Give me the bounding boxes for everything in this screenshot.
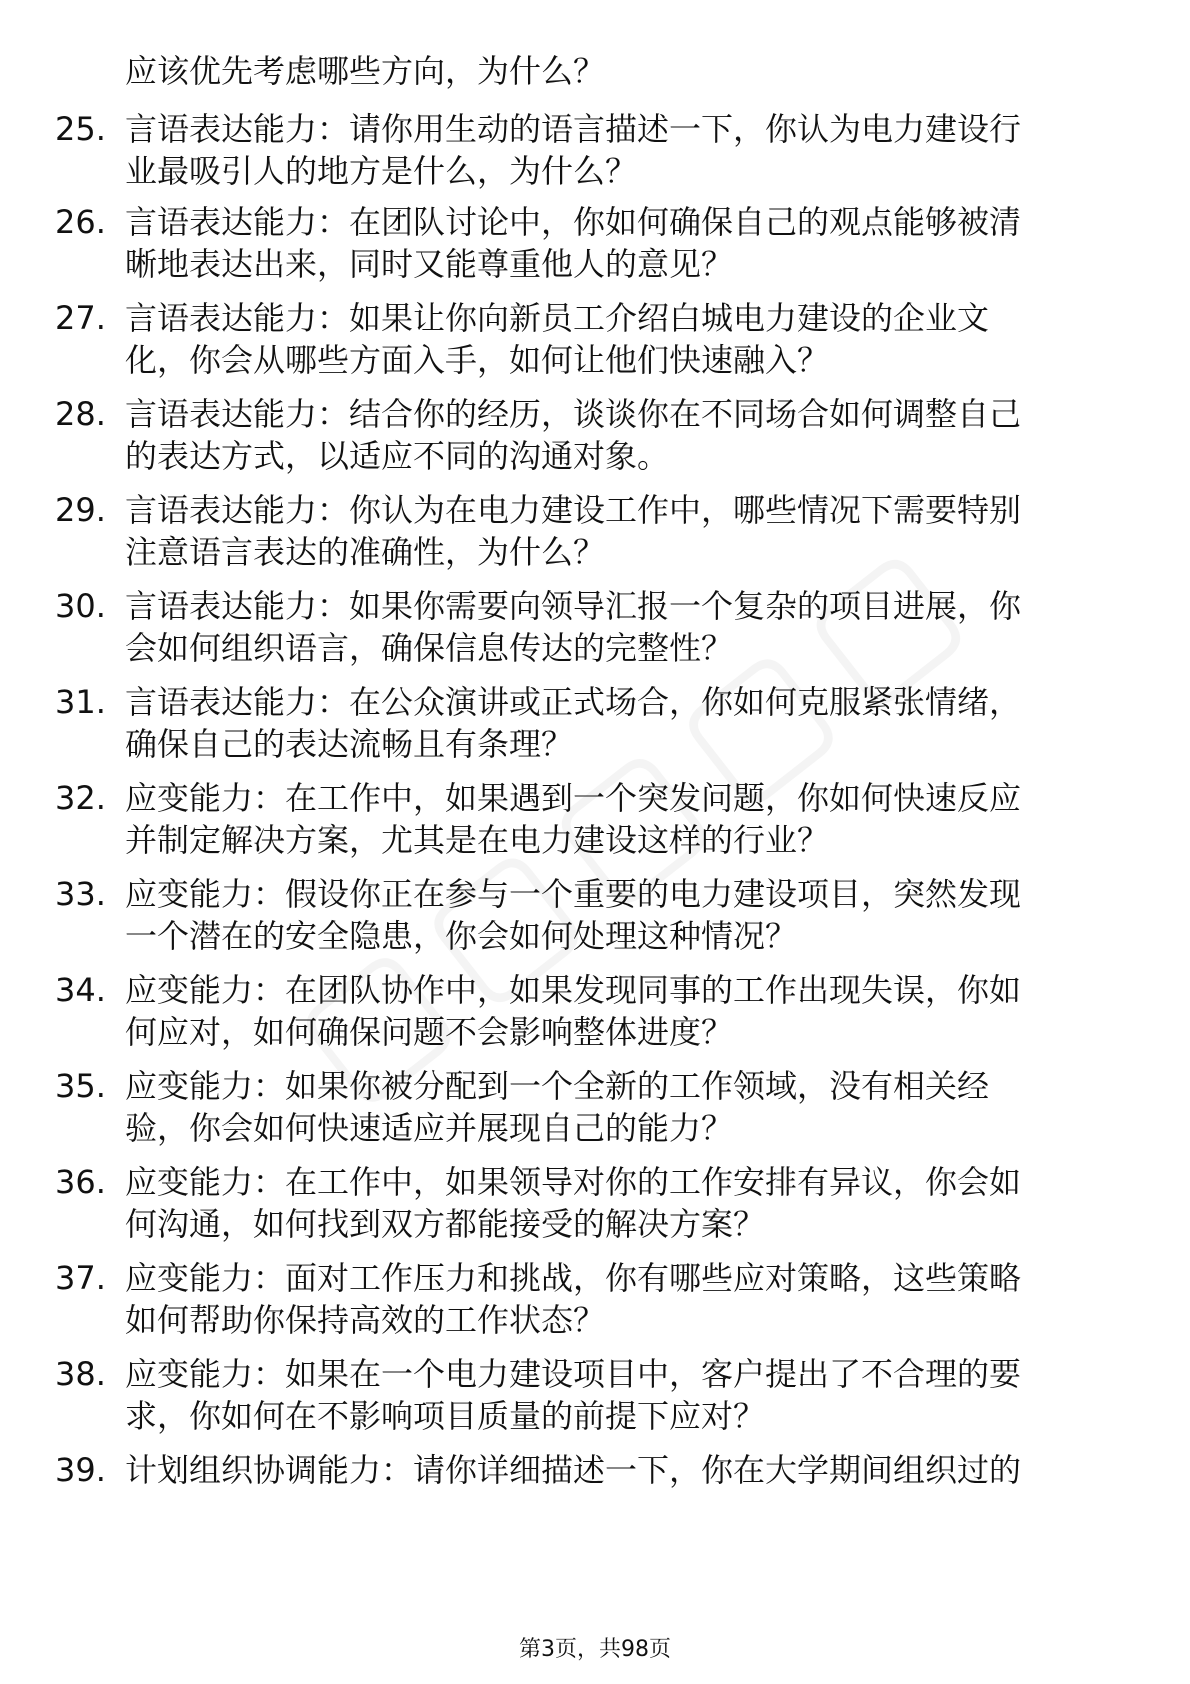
question-number: 36. xyxy=(55,1163,106,1201)
question-line: 晰地表达出来，同时又能尊重他人的意见？ xyxy=(125,245,734,283)
question-line: 化，你会从哪些方面入手，如何让他们快速融入？ xyxy=(125,341,830,379)
question-line: 言语表达能力：你认为在电力建设工作中，哪些情况下需要特别 xyxy=(125,491,1022,529)
continuation-text: 应该优先考虑哪些方向，为什么？ xyxy=(125,52,606,90)
question-number: 31. xyxy=(55,683,106,721)
question-number: 33. xyxy=(55,875,106,913)
question-line: 的表达方式，以适应不同的沟通对象。 xyxy=(125,437,670,475)
question-number: 35. xyxy=(55,1067,106,1105)
question-number: 30. xyxy=(55,587,106,625)
question-text xyxy=(125,873,1110,957)
question-text xyxy=(125,108,1110,192)
question-text xyxy=(125,1257,1110,1341)
question-text xyxy=(125,1065,1110,1149)
question-number: 29. xyxy=(55,491,106,529)
question-text xyxy=(125,777,1110,861)
question-line: 求，你如何在不影响项目质量的前提下应对？ xyxy=(125,1397,766,1435)
question-line: 应变能力：在工作中，如果领导对你的工作安排有异议，你会如 xyxy=(125,1163,1022,1201)
question-number: 32. xyxy=(55,779,106,817)
question-text xyxy=(125,585,1110,669)
question-line: 言语表达能力：结合你的经历，谈谈你在不同场合如何调整自己 xyxy=(125,395,1022,433)
question-line: 计划组织协调能力：请你详细描述一下，你在大学期间组织过的 xyxy=(125,1451,1022,1489)
question-line: 言语表达能力：如果你需要向领导汇报一个复杂的项目进展，你 xyxy=(125,587,1022,625)
question-number: 27. xyxy=(55,299,106,337)
question-line: 应变能力：如果在一个电力建设项目中，客户提出了不合理的要 xyxy=(125,1355,1022,1393)
question-line: 何应对，如何确保问题不会影响整体进度？ xyxy=(125,1013,734,1051)
question-number: 25. xyxy=(55,110,106,148)
question-line: 并制定解决方案，尤其是在电力建设这样的行业？ xyxy=(125,821,830,859)
question-number: 34. xyxy=(55,971,106,1009)
question-text xyxy=(125,1161,1110,1245)
question-text xyxy=(125,297,1110,381)
question-line: 何沟通，如何找到双方都能接受的解决方案？ xyxy=(125,1205,766,1243)
question-line: 言语表达能力：如果让你向新员工介绍白城电力建设的企业文 xyxy=(125,299,990,337)
question-text xyxy=(125,969,1110,1053)
question-text xyxy=(125,489,1110,573)
question-text xyxy=(125,681,1110,765)
question-number: 39. xyxy=(55,1451,106,1489)
question-text xyxy=(125,1353,1110,1437)
question-line: 言语表达能力：在公众演讲或正式场合，你如何克服紧张情绪， xyxy=(125,683,1022,721)
question-line: 验，你会如何快速适应并展现自己的能力？ xyxy=(125,1109,734,1147)
question-line: 应变能力：面对工作压力和挑战，你有哪些应对策略，这些策略 xyxy=(125,1259,1022,1297)
page-footer: 第3页，共98页 xyxy=(519,1637,671,1662)
question-line: 应变能力：如果你被分配到一个全新的工作领域，没有相关经 xyxy=(125,1067,990,1105)
question-text xyxy=(125,393,1110,477)
question-line: 注意语言表达的准确性，为什么？ xyxy=(125,533,606,571)
question-line: 言语表达能力：在团队讨论中，你如何确保自己的观点能够被清 xyxy=(125,203,1022,241)
question-number: 37. xyxy=(55,1259,106,1297)
question-text xyxy=(125,201,1110,285)
question-line: 一个潜在的安全隐患，你会如何处理这种情况？ xyxy=(125,917,798,955)
question-line: 言语表达能力：请你用生动的语言描述一下，你认为电力建设行 xyxy=(125,110,1022,148)
question-number: 38. xyxy=(55,1355,106,1393)
question-text xyxy=(125,1449,1110,1491)
question-line: 会如何组织语言，确保信息传达的完整性？ xyxy=(125,629,734,667)
question-line: 应变能力：在工作中，如果遇到一个突发问题，你如何快速反应 xyxy=(125,779,1022,817)
question-line: 如何帮助你保持高效的工作状态？ xyxy=(125,1301,606,1339)
question-line: 应变能力：在团队协作中，如果发现同事的工作出现失误，你如 xyxy=(125,971,1022,1009)
question-line: 确保自己的表达流畅且有条理？ xyxy=(125,725,574,763)
question-line: 应变能力：假设你正在参与一个重要的电力建设项目，突然发现 xyxy=(125,875,1022,913)
question-number: 28. xyxy=(55,395,106,433)
question-line: 业最吸引人的地方是什么，为什么？ xyxy=(125,152,638,190)
question-number: 26. xyxy=(55,203,106,241)
